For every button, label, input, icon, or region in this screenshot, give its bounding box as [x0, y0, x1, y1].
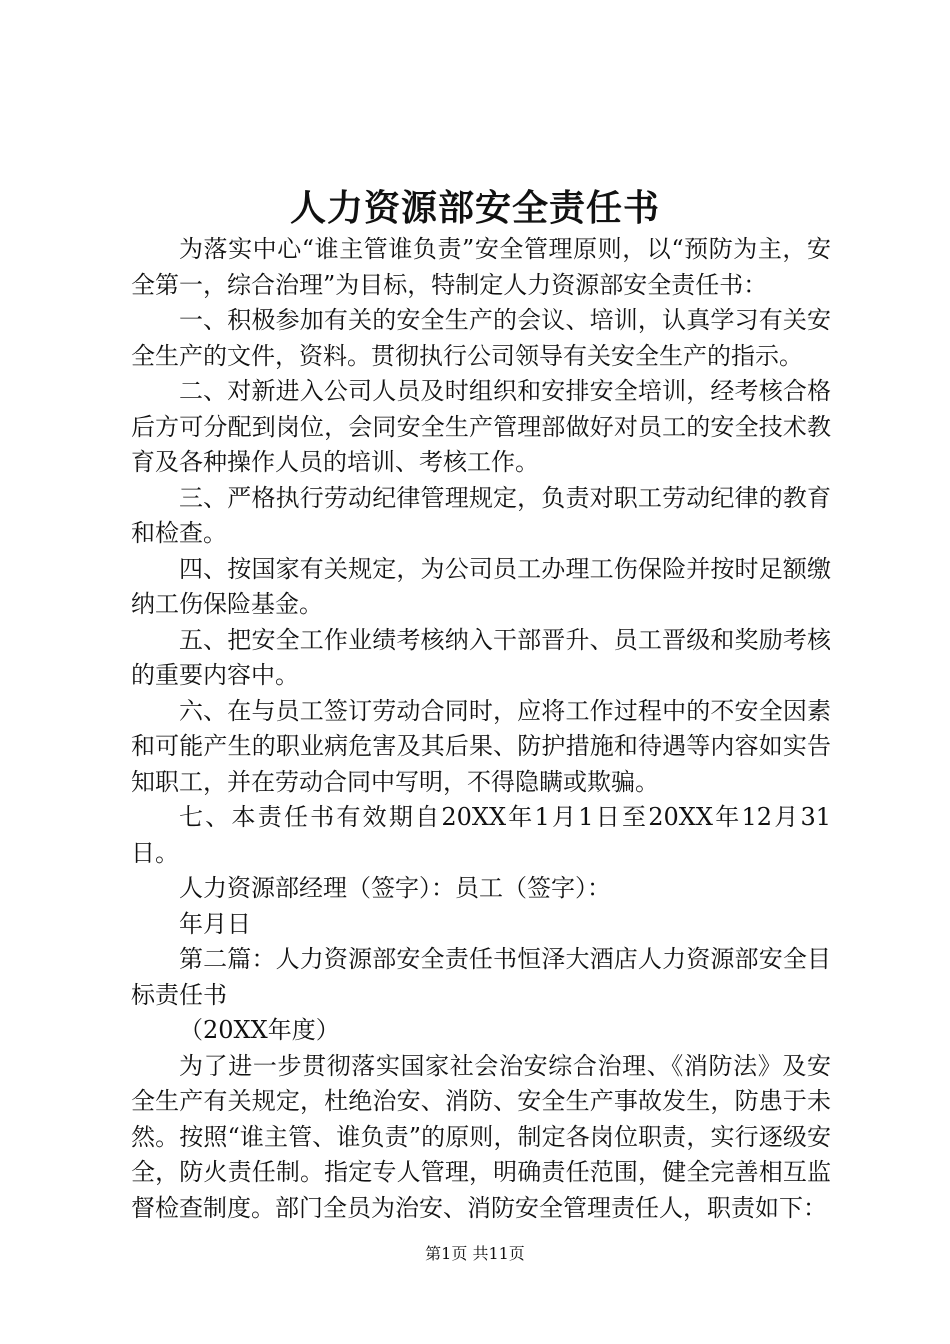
section-two-intro: 为了进一步贯彻落实国家社会治安综合治理、《消防法》及安全生产有关规定，杜绝治安、消防、安全生产事故发生，防患于未然。按照“谁主管、谁负责”的原则，制定各岗位职责，实行逐级安全，防火责任制。指定专人管理，明确责任范围，健全完善相互监督检查制度。部门全员为治安、消防安全管理责任人，职责如下：	[131, 1051, 831, 1222]
document-body	[131, 232, 831, 1226]
paragraph-item-5: 五、把安全工作业绩考核纳入干部晋升、员工晋级和奖励考核的重要内容中。	[131, 625, 831, 689]
paragraph-item-6: 六、在与员工签订劳动合同时，应将工作过程中的不安全因素和可能产生的职业病危害及其后果、防护措施和待遇等内容如实告知职工，并在劳动合同中写明，不得隐瞒或欺骗。	[131, 696, 831, 796]
date-line: 年月日	[179, 909, 251, 938]
signature-line: 人力资源部经理（签字）：员工（签字）：	[179, 874, 611, 902]
document-title: 人力资源部安全责任书	[289, 187, 660, 229]
section-two-year: （20XX年度）	[179, 1016, 340, 1044]
section-two-heading: 第二篇：人力资源部安全责任书恒泽大酒店人力资源部安全目标责任书	[131, 945, 831, 1009]
paragraph-item-4: 四、按国家有关规定，为公司员工办理工伤保险并按时足额缴纳工伤保险基金。	[131, 554, 831, 618]
paragraph-item-7: 七、本责任书有效期自20XX年1月1日至20XX年12月31日。	[131, 803, 831, 867]
paragraph-intro: 为落实中心“谁主管谁负责”安全管理原则，以“预防为主，安全第一，综合治理”为目标，特制定人力资源部安全责任书：	[131, 235, 831, 299]
paragraph-item-1: 一、积极参加有关的安全生产的会议、培训，认真学习有关安全生产的文件，资料。贯彻执行公司领导有关安全生产的指示。	[131, 306, 831, 370]
paragraph-item-2: 二、对新进入公司人员及时组织和安排安全培训，经考核合格后方可分配到岗位，会同安全生产管理部做好对员工的安全技术教育及各种操作人员的培训、考核工作。	[131, 377, 831, 476]
page-footer: 第1页 共11页	[425, 1244, 525, 1263]
paragraph-item-3: 三、严格执行劳动纪律管理规定，负责对职工劳动纪律的教育和检查。	[131, 483, 831, 547]
